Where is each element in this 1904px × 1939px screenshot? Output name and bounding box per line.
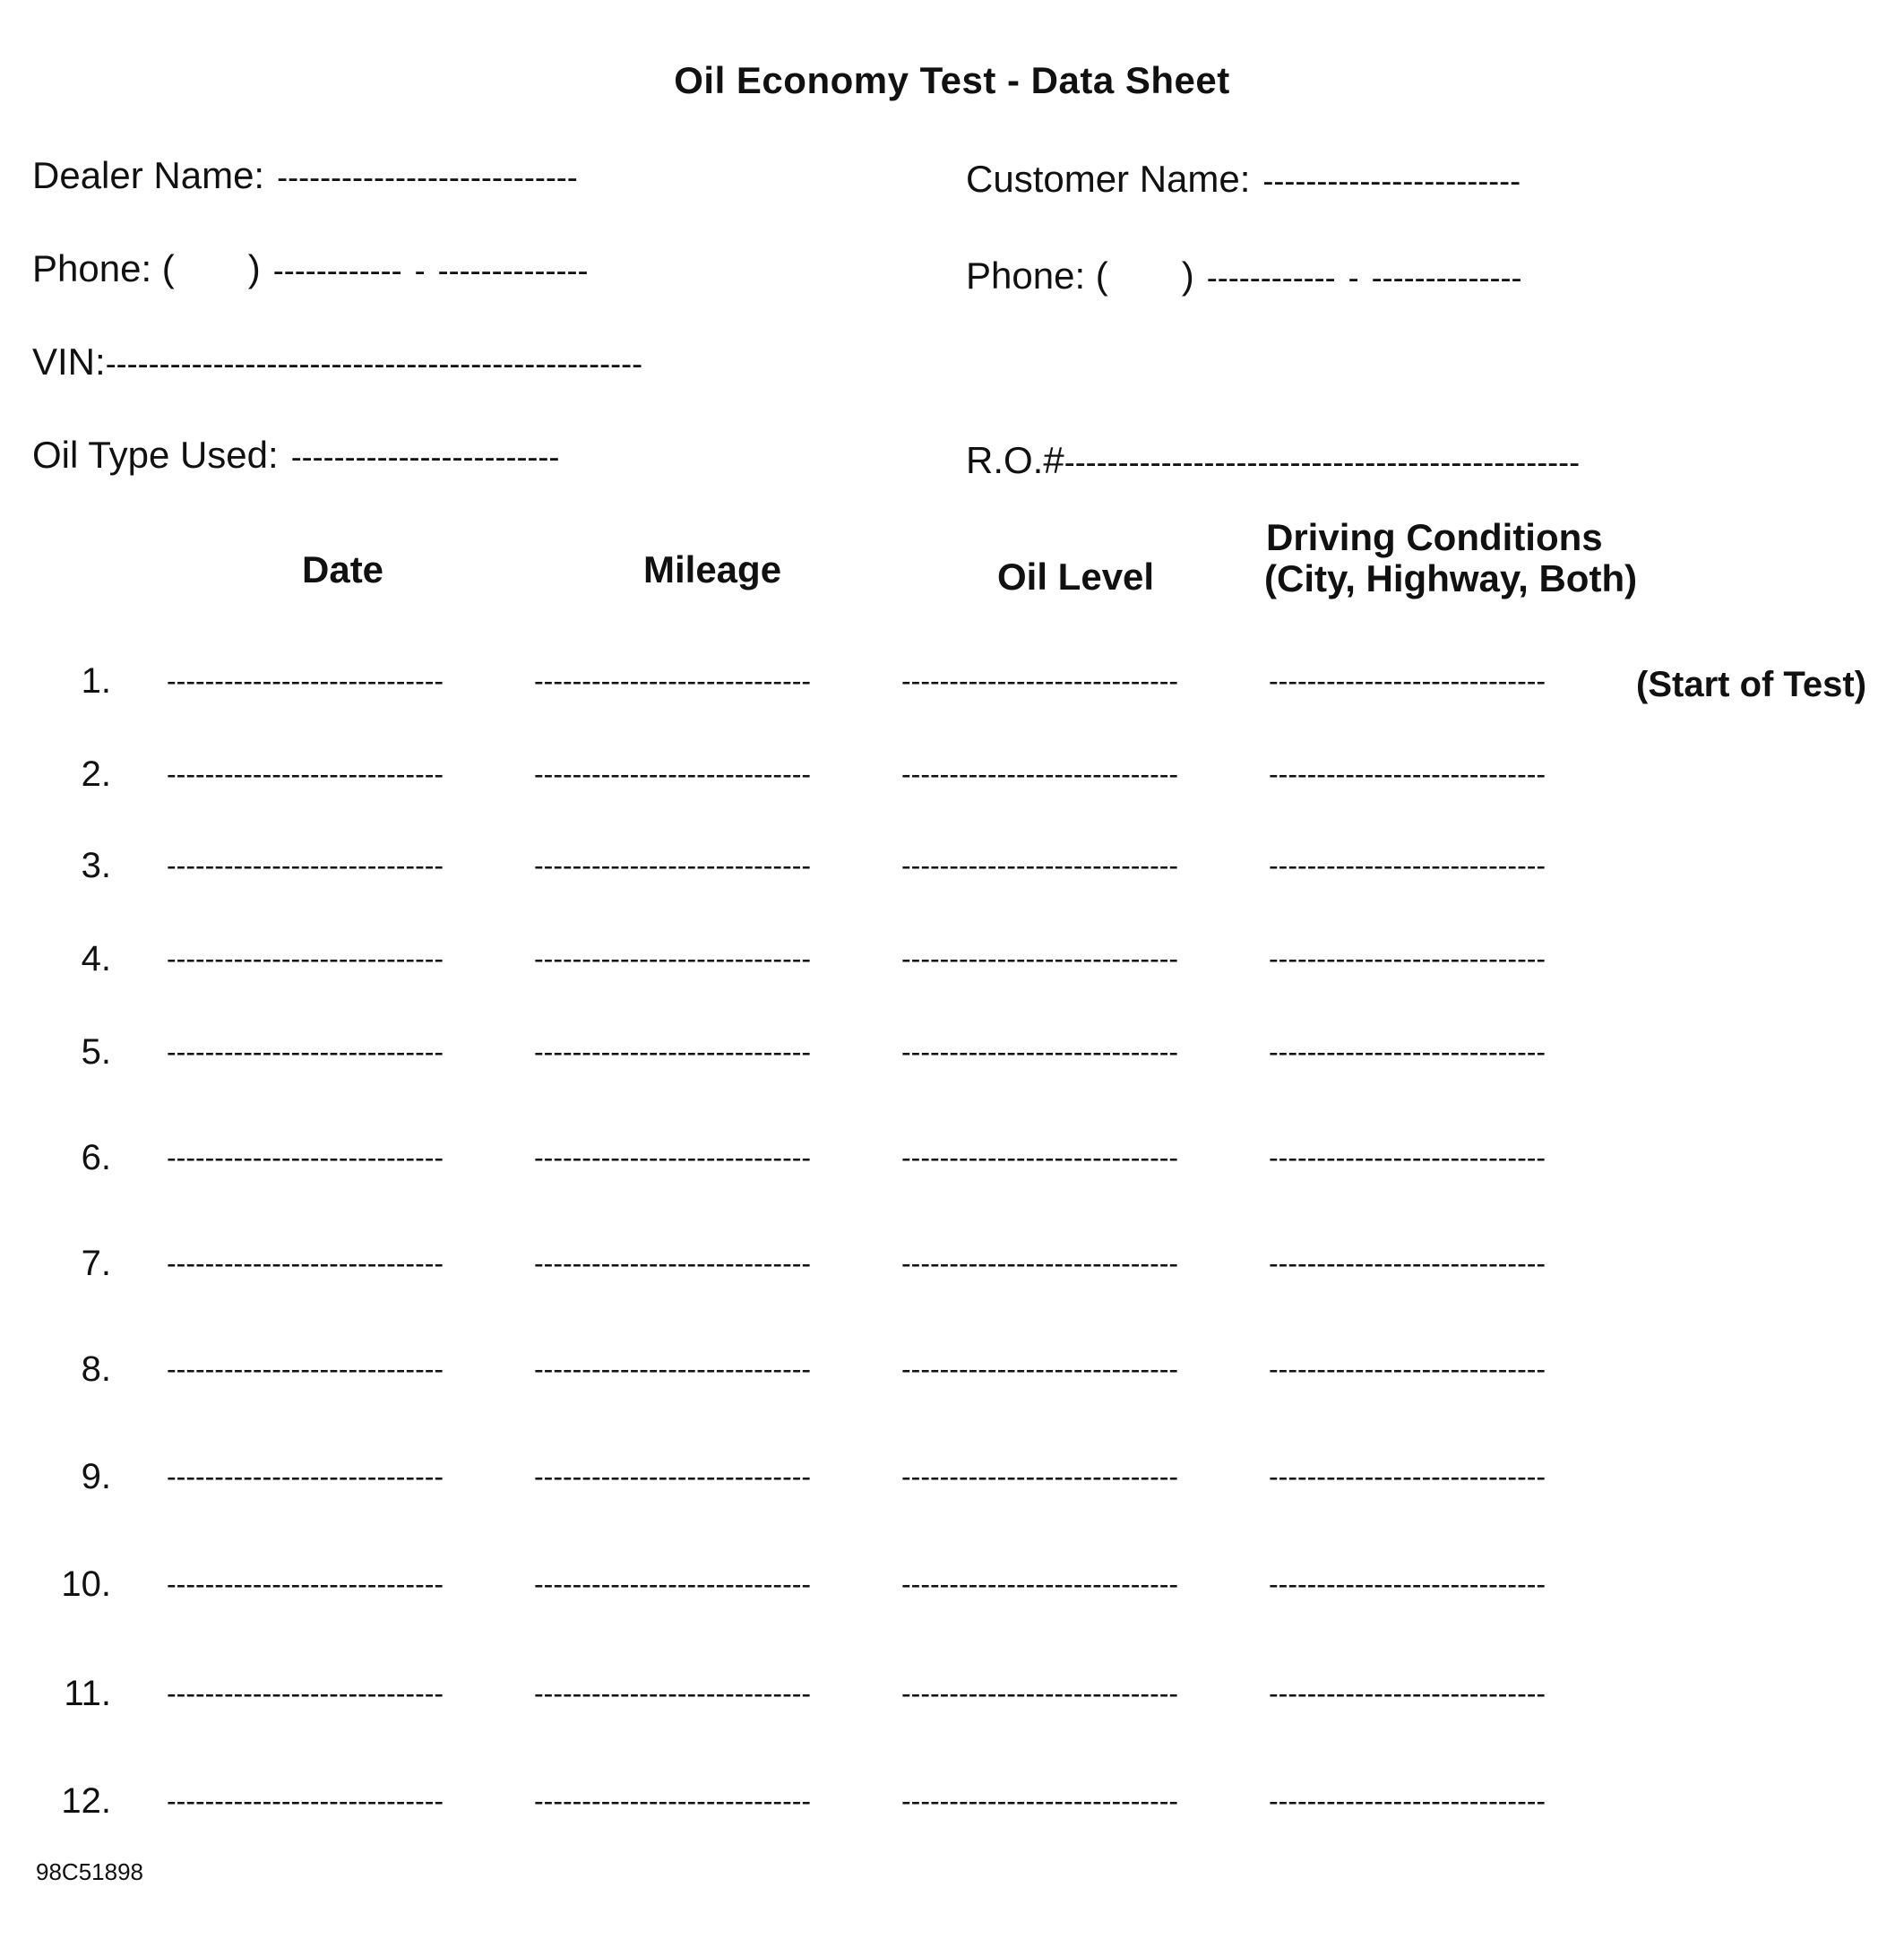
ro-number-field[interactable] xyxy=(966,439,1580,482)
row-number: 3. xyxy=(81,846,111,885)
page-title: Oil Economy Test - Data Sheet xyxy=(674,59,1230,101)
mileage-blank[interactable]: ----------------------------- xyxy=(534,1353,812,1385)
date-blank[interactable]: ----------------------------- xyxy=(167,849,444,882)
oil-level-blank[interactable]: ----------------------------- xyxy=(901,758,1179,790)
driving-conditions-blank[interactable]: ----------------------------- xyxy=(1269,1036,1546,1068)
customer-phone-field[interactable] xyxy=(966,254,1521,297)
vin-label: VIN: xyxy=(32,340,106,383)
row-number: 9. xyxy=(81,1457,111,1496)
oil-level-blank[interactable]: ----------------------------- xyxy=(901,1677,1179,1710)
dealer-phone-close-paren: ) xyxy=(247,247,261,289)
mileage-blank[interactable]: ----------------------------- xyxy=(534,1568,812,1600)
date-blank[interactable]: ----------------------------- xyxy=(167,1353,444,1385)
start-of-test-note: (Start of Test) xyxy=(1636,665,1867,704)
dealer-phone-prefix-blank[interactable]: ------------ xyxy=(272,252,402,289)
row-number: 5. xyxy=(81,1032,111,1072)
oil-level-blank[interactable]: ----------------------------- xyxy=(901,1785,1179,1817)
date-blank[interactable]: ----------------------------- xyxy=(167,1036,444,1068)
dealer-name-label: Dealer Name: xyxy=(32,154,265,196)
driving-conditions-blank[interactable]: ----------------------------- xyxy=(1269,758,1546,790)
driving-conditions-blank[interactable]: ----------------------------- xyxy=(1269,1568,1546,1600)
oil-level-blank[interactable]: ----------------------------- xyxy=(901,943,1179,975)
oil-level-blank[interactable]: ----------------------------- xyxy=(901,849,1179,882)
row-number: 1. xyxy=(81,661,111,701)
mileage-blank[interactable]: ----------------------------- xyxy=(534,1461,812,1493)
column-header-driving-conditions: Driving Conditions xyxy=(1266,516,1603,558)
customer-phone-number-blank[interactable]: -------------- xyxy=(1371,259,1522,296)
row-number: 7. xyxy=(81,1244,111,1283)
driving-conditions-blank[interactable]: ----------------------------- xyxy=(1269,1461,1546,1493)
dealer-phone-field[interactable] xyxy=(32,247,588,290)
oil-type-label: Oil Type Used: xyxy=(32,434,279,476)
customer-phone-separator: - xyxy=(1348,259,1359,296)
document-id: 98C51898 xyxy=(36,1858,143,1885)
row-number: 2. xyxy=(81,754,111,794)
driving-conditions-blank[interactable]: ----------------------------- xyxy=(1269,665,1546,697)
mileage-blank[interactable]: ----------------------------- xyxy=(534,943,812,975)
driving-conditions-blank[interactable]: ----------------------------- xyxy=(1269,1677,1546,1710)
customer-phone-label xyxy=(966,254,1194,297)
mileage-blank[interactable]: ----------------------------- xyxy=(534,758,812,790)
dealer-name-field[interactable] xyxy=(32,154,578,197)
mileage-blank[interactable]: ----------------------------- xyxy=(534,1247,812,1280)
dealer-name-blank[interactable]: ---------------------------- xyxy=(277,159,578,195)
customer-name-field[interactable] xyxy=(966,158,1521,201)
row-number: 8. xyxy=(81,1349,111,1389)
column-header-driving-conditions-options: (City, Highway, Both) xyxy=(1264,557,1638,599)
column-header-oil-level: Oil Level xyxy=(997,556,1155,598)
ro-number-label: R.O.# xyxy=(966,439,1064,481)
mileage-blank[interactable]: ----------------------------- xyxy=(534,1785,812,1817)
mileage-blank[interactable]: ----------------------------- xyxy=(534,1036,812,1068)
date-blank[interactable]: ----------------------------- xyxy=(167,1461,444,1493)
oil-level-blank[interactable]: ----------------------------- xyxy=(901,1247,1179,1280)
date-blank[interactable]: ----------------------------- xyxy=(167,1247,444,1280)
driving-conditions-blank[interactable]: ----------------------------- xyxy=(1269,849,1546,882)
row-number: 12. xyxy=(61,1781,111,1821)
date-blank[interactable]: ----------------------------- xyxy=(167,665,444,697)
date-blank[interactable]: ----------------------------- xyxy=(167,1785,444,1817)
row-number: 10. xyxy=(61,1564,111,1604)
driving-conditions-blank[interactable]: ----------------------------- xyxy=(1269,943,1546,975)
dealer-phone-separator: - xyxy=(414,252,426,289)
customer-name-label: Customer Name: xyxy=(966,158,1251,200)
oil-level-blank[interactable]: ----------------------------- xyxy=(901,1461,1179,1493)
row-number: 6. xyxy=(81,1138,111,1177)
driving-conditions-blank[interactable]: ----------------------------- xyxy=(1269,1353,1546,1385)
oil-level-blank[interactable]: ----------------------------- xyxy=(901,1568,1179,1600)
ro-number-blank[interactable]: ------------------------------------------------ xyxy=(1064,444,1581,480)
vin-field[interactable] xyxy=(32,340,642,383)
date-blank[interactable]: ----------------------------- xyxy=(167,758,444,790)
oil-level-blank[interactable]: ----------------------------- xyxy=(901,1036,1179,1068)
column-header-mileage: Mileage xyxy=(643,548,782,590)
dealer-phone-label xyxy=(32,247,261,290)
customer-phone-label-text: Phone: ( xyxy=(966,254,1108,297)
oil-type-field[interactable] xyxy=(32,434,559,477)
date-blank[interactable]: ----------------------------- xyxy=(167,1568,444,1600)
mileage-blank[interactable]: ----------------------------- xyxy=(534,665,812,697)
oil-level-blank[interactable]: ----------------------------- xyxy=(901,1142,1179,1174)
dealer-phone-number-blank[interactable]: -------------- xyxy=(437,252,589,289)
customer-phone-close-paren: ) xyxy=(1181,254,1194,297)
oil-level-blank[interactable]: ----------------------------- xyxy=(901,665,1179,697)
column-header-date: Date xyxy=(302,548,384,590)
row-number: 11. xyxy=(64,1674,111,1713)
date-blank[interactable]: ----------------------------- xyxy=(167,943,444,975)
customer-phone-prefix-blank[interactable]: ------------ xyxy=(1206,259,1336,296)
mileage-blank[interactable]: ----------------------------- xyxy=(534,1677,812,1710)
dealer-phone-label-text: Phone: ( xyxy=(32,247,175,289)
mileage-blank[interactable]: ----------------------------- xyxy=(534,849,812,882)
row-number: 4. xyxy=(81,939,111,978)
mileage-blank[interactable]: ----------------------------- xyxy=(534,1142,812,1174)
oil-level-blank[interactable]: ----------------------------- xyxy=(901,1353,1179,1385)
driving-conditions-blank[interactable]: ----------------------------- xyxy=(1269,1785,1546,1817)
date-blank[interactable]: ----------------------------- xyxy=(167,1677,444,1710)
vin-blank[interactable]: -------------------------------------------------- xyxy=(105,345,643,382)
oil-type-blank[interactable]: ------------------------- xyxy=(290,438,560,475)
driving-conditions-blank[interactable]: ----------------------------- xyxy=(1269,1142,1546,1174)
driving-conditions-blank[interactable]: ----------------------------- xyxy=(1269,1247,1546,1280)
date-blank[interactable]: ----------------------------- xyxy=(167,1142,444,1174)
customer-name-blank[interactable]: ------------------------ xyxy=(1262,162,1521,199)
